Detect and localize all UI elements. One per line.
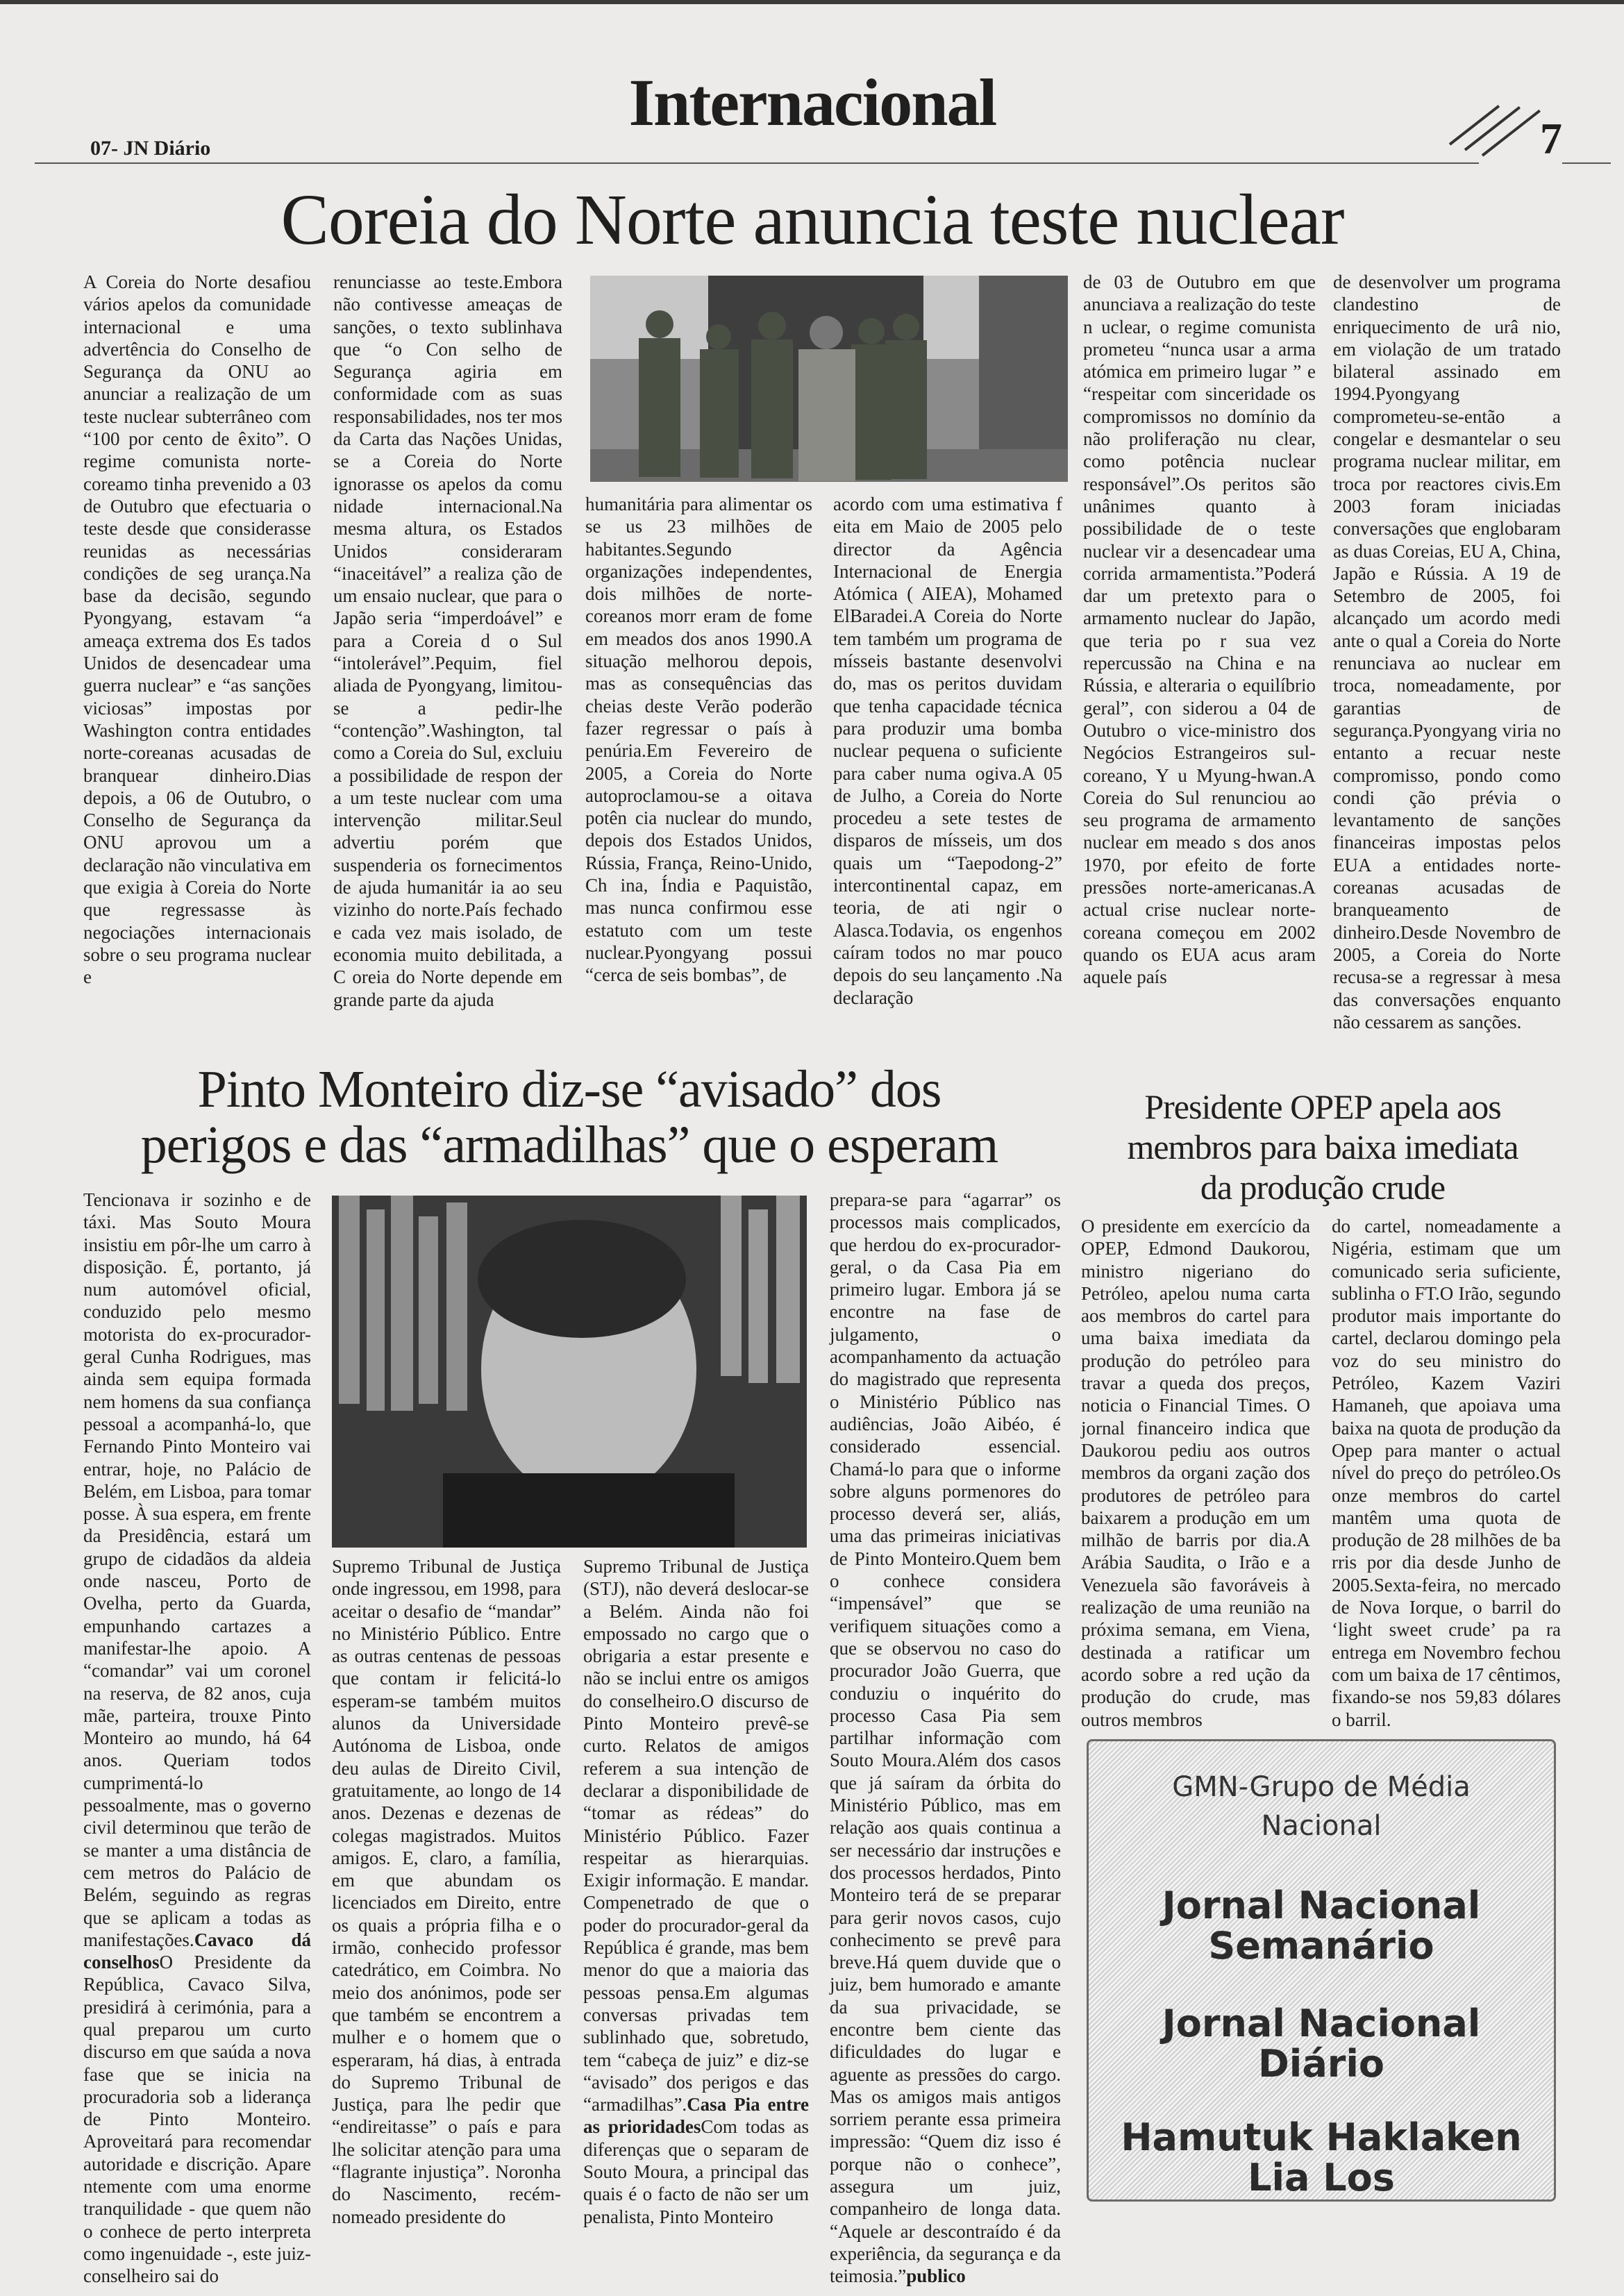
- publication-title: Hamutuk Haklaken: [1121, 2115, 1522, 2159]
- publication-title: Jornal Nacional: [1162, 2002, 1481, 2045]
- article-column: do cartel, nomeadamente a Nigéria, estimam que um comunicado seria suficiente, sublinha o FT.O Irão, segundo produtor mais importante do cartel, declarou domingo pela voz do seu ministro do Petróleo, Kazem Vaziri Hamaneh, que apoiava uma baixa na quota de produção da Opep para manter o actual nível do preço do petróleo.Os onze membros do cartel mantêm uma quota de produção de 28 milhões de ba rris por dia desde Junho de 2005.Sexta-feira, no mercado de Nova Iorque, o barril do ‘light sweet crude’ pa ra entrega em Novembro fechou com um baixa de 17 cêntimos, fixando-se nos 59,83 dólares o barril.: [1332, 1216, 1561, 1730]
- publication-title: Semanário: [1208, 1924, 1434, 1968]
- article-column: A Coreia do Norte desafiou vários apelos da comunidade internacional e uma advertência do Conselho de Segurança da ONU ao anunciar a realização de um teste nuclear subterrâneo com “100 por cento de êxito”. O regime comunista norte-coreamo tinha prevenido a 03 de Outubro que efectuaria o teste desde que considerasse reunidas as necessárias condições de seg urança.Na base da decisão, segundo Pyongyang, estavam “a ameaça extrema dos Es tados Unidos de desencadear uma guerra nuclear” e “as sanções viciosas” impostas por Washington contra entidades norte-coreanas acusadas de branquear dinheiro.Dias depois, a 06 de Outubro, o Conselho de Segurança da ONU aprovou um a declaração não vinculativa em que exigia à Coreia do Norte que regressasse às negociações internacionais sobre o seu programa nuclear e: [83, 271, 311, 988]
- top-border: [0, 0, 1624, 4]
- article-column: [583, 1555, 809, 2230]
- article-text: Supremo Tribunal de Justiça (STJ), não deverá deslocar-se a Belém. Ainda não foi empossado no cargo que o obrigaria a estar presente e não se inclui entre os amigos do conselheiro.O discurso de Pinto Monteiro prevê-se curto. Relatos de amigos referem a sua intenção de declarar a disponibilidade de “tomar as rédeas” do Ministério Público. Fazer respeitar as hierarquias. Exigir informação. E mandar. Compenetrado de que o poder do procurador-geral da República é grande, mas bem menor do que a maioria das pessoas pensa.Em algumas conversas privadas tem sublinhado que, sobretudo, tem “cabeça de juiz” e diz-se “avisado” dos perigos e das “armadilhas”.: [583, 1556, 809, 2115]
- article-headline: [83, 1062, 1055, 1173]
- subheading: Cavaco dá conselhos: [83, 1929, 311, 1973]
- article-column: acordo com uma estimativa f eita em Maio de 2005 pelo director da Agência Internacional de Energia Atómica ( AIEA), Mohamed ElBaradei.A Coreia do Norte tem também um programa de mísseis bastante desenvolvi do, mas os peritos duvidam que tenha capacidade técnica para produzir uma bomba nuclear pequena o suficiente para caber numa ogiva.A 05 de Julho, a Coreia do Norte procedeu a sete testes de disparos de mísseis, um dos quais um “Taepodong-2” intercontinental capaz, em teoria, de ati ngir o Alasca.Todavia, os engenhos caíram todos no mar pouco depois do seu lançamento .Na declaração: [833, 494, 1062, 1008]
- article-headline: [1080, 1087, 1566, 1207]
- publisher-name: Nacional: [1261, 1810, 1382, 1842]
- section-title: Internacional: [628, 65, 996, 140]
- article-column: de 03 de Outubro em que anunciava a realização do teste n uclear, o regime comunista prometeu “nunca usar a arma atómica em primeiro lugar ” e “respeitar com sinceridade os compromissos no domínio da não proliferação nu clear, como potência nuclear responsável”.Os peritos são unânimes quanto à possibilidade de o teste nuclear vir a desencadear uma corrida armamentista.”Poderá dar um pretexto para o armamento nuclear do Japão, que teria po r sua vez repercussão na China e na Rússia, e alteraria o equilíbrio geral”, con siderou a 04 de Outubro o vice-ministro dos Negócios Estrangeiros sul-coreano, Y u Myung-hwan.A Coreia do Sul renunciou ao seu programa de armamento nuclear em meado s dos anos 1970, por efeito de forte pressões norte-americanas.A actual crise nuclear norte-coreana começou em 2002 quando os EUA acus aram aquele país: [1083, 271, 1316, 988]
- signature: publico: [906, 2265, 966, 2287]
- headline-line: Presidente OPEP apela aos: [1144, 1087, 1501, 1126]
- article-text: Tencionava ir sozinho e de táxi. Mas Souto Moura insistiu em pôr-lhe um carro à disposição. É, portanto, já num automóvel oficial, conduzido pelo mesmo motorista do ex-procurador-geral Cunha Rodrigues, mas ainda sem equipa formada nem homens da sua confiança pessoal a acompanhá-lo, que Fernando Pinto Monteiro vai entrar, hoje, no Palácio de Belém, em Lisboa, para tomar posse. À sua espera, em frente da Presidência, estará um grupo de cidadãos da aldeia onde nasceu, Porto de Ovelha, perto da Guarda, empunhando cartazes a manifestar-lhe apoio. A “comandar” vai um coronel na reserva, de 82 anos, cuja mãe, parteira, trouxe Pinto Monteiro ao mundo, há 64 anos. Queriam todos cumprimentá-lo pessoalmente, mas o governo civil determinou que terão de se manter a uma distância de cem metros do Palácio de Belém, seguindo as regras que se aplicam a todas as manifestações.: [83, 1189, 311, 1950]
- publisher-ad-box: [1087, 1739, 1556, 2202]
- article-column: [830, 1189, 1061, 2287]
- slash-decoration: [1449, 105, 1500, 146]
- publisher-name: GMN-Grupo de Média: [1172, 1771, 1471, 1803]
- article-column: humanitária para alimentar os se us 23 milhões de habitantes.Segundo organizações independentes, dois milhões de norte-coreanos morr eram de fome em meados dos anos 1990.A situação melhorou depois, mas as consequências das cheias deste Verão poderão fazer regressar o país à penúria.Em Fevereiro de 2005, a Coreia do Norte autoproclamou-se a oitava potên cia nuclear do mundo, depois dos Estados Unidos, Rússia, França, Reino-Unido, Ch ina, Índia e Paquistão, mas nunca confirmou esse estatuto com um teste nuclear.Pyongyang possui “cerca de seis bombas”, de: [585, 494, 812, 986]
- headline-line: perigos e das “armadilhas” que o esperam: [140, 1115, 998, 1174]
- page-reference: 07- JN Diário: [90, 137, 211, 160]
- article-column: Supremo Tribunal de Justiça onde ingressou, em 1998, para aceitar o desafio de “mandar” no Ministério Público. Entre as outras centenas de pessoas que contam ir felicitá-lo esperam-se também muitos alunos da Universidade Autónoma de Lisboa, onde deu aulas de Direito Civil, gratuitamente, ao longo de 14 anos. Dezenas e dezenas de colegas magistrados. Muitos amigos. E, claro, a família, em que abundam os licenciados em Direito, entre os quais a própria filha e o irmão, conhecido professor catedrático, em Coimbra. No meio dos anónimos, pode ser que também se encontrem a mulher e o homem que o esperaram, há dias, à entrada do Supremo Tribunal de Justiça, para lhe pedir que “endireitasse” o país e para lhe solicitar atenção para uma “flagrante injustiça”. Noronha do Nascimento, recém-nomeado presidente do: [332, 1556, 561, 2227]
- page-number: 7: [1540, 114, 1562, 163]
- publication-title: Lia Los: [1248, 2156, 1395, 2199]
- publication-title: Jornal Nacional: [1162, 1884, 1481, 1927]
- headline-line: Pinto Monteiro diz-se “avisado” dos: [197, 1060, 941, 1118]
- headline-line: da produção crude: [1200, 1168, 1446, 1207]
- headline-line: membros para baixa imediata: [1127, 1128, 1518, 1166]
- slash-decoration: [1482, 110, 1541, 157]
- article-column: renunciasse ao teste.Embora não contivesse ameaças de sanções, o texto sublinhava que “o Con selho de Segurança agiria em conformidade com as suas responsabilidades, nos ter mos da Carta das Nações Unidas, se a Coreia do Norte ignorasse os apelos da comu nidade internacional.Na mesma altura, os Estados Unidos consideraram “inaceitável” a realiza ção de um ensaio nuclear, que para o Japão seria “imperdoável” e para a Coreia d o Sul “intolerável”.Pequim, fiel aliada de Pyongyang, limitou-se a pedir-lhe “contenção”.Washington, tal como a Coreia do Sul, excluiu a possibilidade de respon der a um teste nuclear com uma intervenção militar.Seul advertiu porém que suspenderia os fornecimentos de ajuda humanitár ia ao seu vizinho do norte.País fechado e cada vez mais isolado, de economia muito debilitada, a C oreia do Norte depende em grande parte da ajuda: [333, 271, 562, 1010]
- header-rule: [35, 162, 1479, 164]
- header-rule-right: [1562, 162, 1611, 164]
- news-photo-officials: [590, 276, 1068, 482]
- article-column: [83, 1189, 311, 2287]
- article-column: O presidente em exercício da OPEP, Edmond Daukorou, ministro nigeriano do Petróleo, apelou numa carta aos membros do cartel para uma baixa imediata da produção do petróleo para travar a queda dos preços, noticia o Financial Times. O jornal financeiro indica que Daukorou pediu aos outros membros da organi zação dos produtores de petróleo para baixarem a produção em um milhão de barris por dia.A Arábia Saudita, o Irão e a Venezuela são favoráveis à realização de uma reunião na próxima semana, em Viena, destinada a ratificar um acordo sobre a red ução da produção do crude, mas outros membros: [1081, 1216, 1310, 1730]
- article-headline: Coreia do Norte anuncia teste nuclear: [281, 180, 1344, 260]
- subheading: Casa Pia entre as prioridades: [583, 2094, 809, 2138]
- publication-title: Diário: [1257, 2042, 1384, 2086]
- article-column: de desenvolver um programa clandestino de enriquecimento de urâ nio, em violação de um tratado bilateral assinado em 1994.Pyongyang comprometeu-se-então a congelar e desmantelar o seu programa nuclear militar, em troca por reactores civis.Em 2003 foram iniciadas conversações que englobaram as duas Coreias, EU A, China, Japão e Rússia. A 19 de Setembro de 2005, foi alcançado um acordo medi ante o qual a Coreia do Norte renunciava ao nuclear em troca, nomeadamente, por garantias de segurança.Pyongyang viria no entanto a recuar neste compromisso, pondo como condi ção prévia o levantamento de sanções financeiras impostas pelos EUA a entidades norte-coreanas acusadas de branqueamento de dinheiro.Desde Novembro de 2005, a Coreia do Norte recusa-se a regressar à mesa das conversações enquanto não cessarem as sanções.: [1333, 271, 1561, 1032]
- article-text: O Presidente da República, Cavaco Silva, presidirá à cerimónia, para a qual preparou um curto discurso em que saúda a nova fase que se inicia na procuradoria sob a liderança de Pinto Monteiro. Aproveitará para recomendar autoridade e discrição. Apare ntemente com uma enorme tranquilidade - que quem não o conhece de perto interpreta como ingenuidade -, este juiz-conselheiro sai do: [83, 1952, 311, 2287]
- article-text: Com todas as diferenças que o separam de Souto Moura, a principal das quais é o facto de não ser um penalista, Pinto Monteiro: [583, 2116, 809, 2227]
- portrait-photo: [332, 1196, 807, 1548]
- article-text: prepara-se para “agarrar” os processos mais complicados, que herdou do ex-procurador-geral, o da Casa Pia em primeiro lugar. Embora já se encontre na fase de julgamento, o acompanhamento da actuação do magistrado que representa o Ministério Público nas audiências, João Aibéo, é considerado essencial. Chamá-lo para que o informe sobre alguns pormenores do processo deverá ser, aliás, uma das primeiras iniciativas de Pinto Monteiro.Quem bem o conhece considera “impensável” que se verifiquem situações como a que se observou no caso do procurador João Guerra, que conduziu o inquérito do processo Casa Pia sem partilhar informação com Souto Moura.Além dos casos que já saíram da órbita do Ministério Público, mas em relação aos quais continua a ser necessário dar instruções e dos processos herdados, Pinto Monteiro terá de se preparar para gerir novos casos, cujo conhecimento se prevê para breve.Há quem duvide que o juiz, bem humorado e amante da sua privacidade, se encontre bem ciente das dificuldades do lugar e aguente as pressões do cargo. Mas os amigos mais antigos sorriem perante essa primeira impressão: “Quem diz isso é porque não o conhece”, assegura um juiz, companheiro de longa data. “Aquele ar descontraído é da experiência, da segurança e da teimosia.”: [830, 1189, 1061, 2287]
